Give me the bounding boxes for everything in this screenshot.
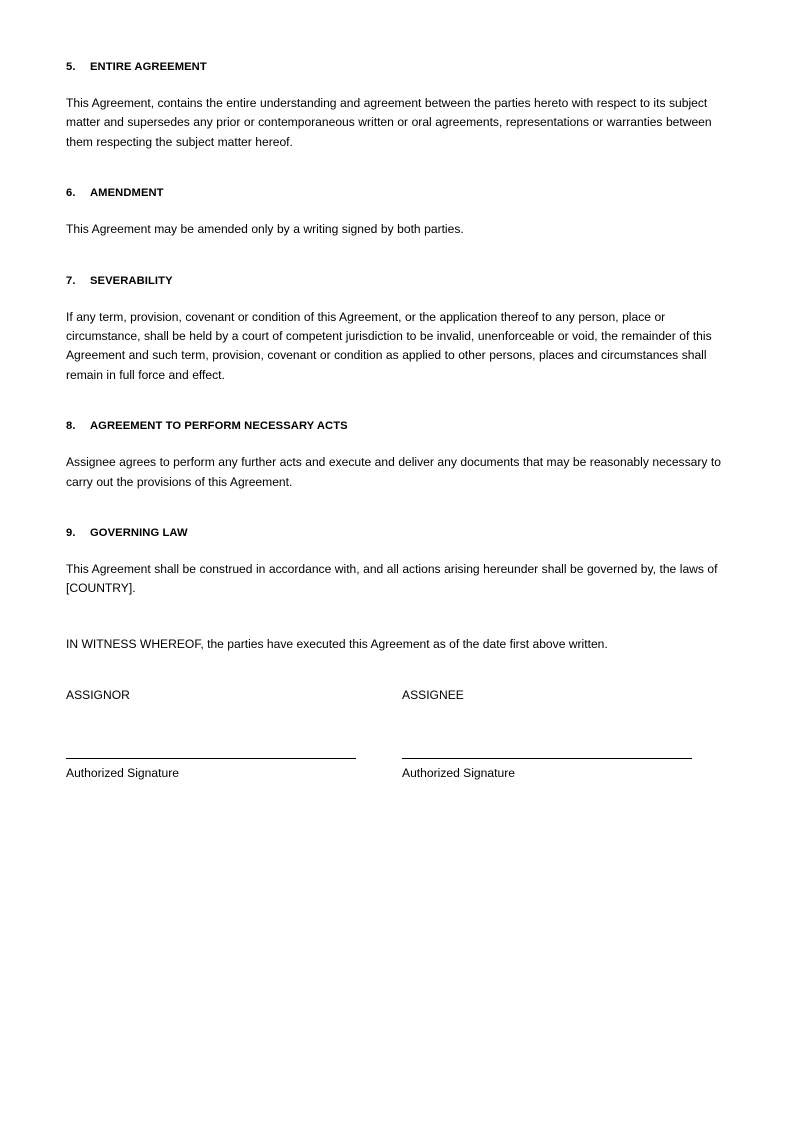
clause-necessary-acts <box>66 417 726 492</box>
spacer <box>66 152 726 184</box>
clause-severability <box>66 272 726 386</box>
clause-title: AMENDMENT <box>90 187 164 200</box>
spacer <box>66 543 726 560</box>
signature-block <box>66 686 726 786</box>
clause-heading-amendment <box>66 184 726 203</box>
clause-title: ENTIRE AGREEMENT <box>90 61 207 73</box>
spacer <box>66 385 726 417</box>
document-body <box>66 58 726 786</box>
clause-text-necessary-acts: Assignee agrees to perform any further acts and execute and deliver any documents that may be reasonably necessary to carry out the provisions of this Agreement. <box>66 455 721 489</box>
clause-text-severability: If any term, provision, covenant or condition of this Agreement, or the application thereof to any person, place or circumstance, shall be held by a court of competent jurisdiction to be invalid, unenforceable or void, the remainder of this Agreement and such term, provision, covenant or condition as applied to other persons, places and circumstances shall remain in full force and effect. <box>66 309 712 382</box>
clause-heading-entire-agreement <box>66 58 726 77</box>
clause-number: 7. <box>66 274 76 287</box>
spacer <box>66 77 726 94</box>
clause-heading-severability <box>66 272 726 291</box>
signature-column-assignor <box>66 686 356 781</box>
clause-heading-governing-law <box>66 524 726 543</box>
clause-text-governing-law: This Agreement shall be construed in accordance with, and all actions arising hereunder shall be governed by, the laws of [COUNTRY]. <box>66 562 718 596</box>
clause-text-amendment: This Agreement may be amended only by a writing signed by both parties. <box>66 222 464 237</box>
clause-number: 6. <box>66 187 76 200</box>
spacer <box>66 291 726 308</box>
clause-title: AGREEMENT TO PERFORM NECESSARY ACTS <box>90 420 348 433</box>
clause-text-entire-agreement: This Agreement, contains the entire understanding and agreement between the parties hereto with respect to its subject matter and supersedes any prior or contemporaneous written or oral agreements, representations or warranties between them respecting the subject matter hereof. <box>66 96 712 149</box>
spacer <box>66 436 726 453</box>
witness-clause: IN WITNESS WHEREOF, the parties have executed this Agreement as of the date first above written. <box>66 636 608 651</box>
spacer <box>66 492 726 524</box>
signature-caption-assignee: Authorized Signature <box>402 766 515 781</box>
spacer <box>66 599 726 635</box>
spacer <box>66 240 726 272</box>
clause-number: 8. <box>66 420 76 433</box>
clause-amendment <box>66 184 726 239</box>
signature-column-assignee <box>402 686 692 781</box>
signature-caption-assignor: Authorized Signature <box>66 766 179 781</box>
signature-line-assignor[interactable] <box>66 758 356 759</box>
clause-title: SEVERABILITY <box>90 274 173 287</box>
clause-number: 5. <box>66 61 76 73</box>
clause-governing-law <box>66 524 726 599</box>
signature-line-assignee[interactable] <box>402 758 692 759</box>
clause-title: GOVERNING LAW <box>90 527 188 540</box>
clause-number: 9. <box>66 527 76 540</box>
clause-heading-necessary-acts <box>66 417 726 436</box>
spacer <box>66 203 726 220</box>
party-label-assignor: ASSIGNOR <box>66 688 130 703</box>
party-label-assignee: ASSIGNEE <box>402 688 464 703</box>
clause-entire-agreement <box>66 58 726 152</box>
